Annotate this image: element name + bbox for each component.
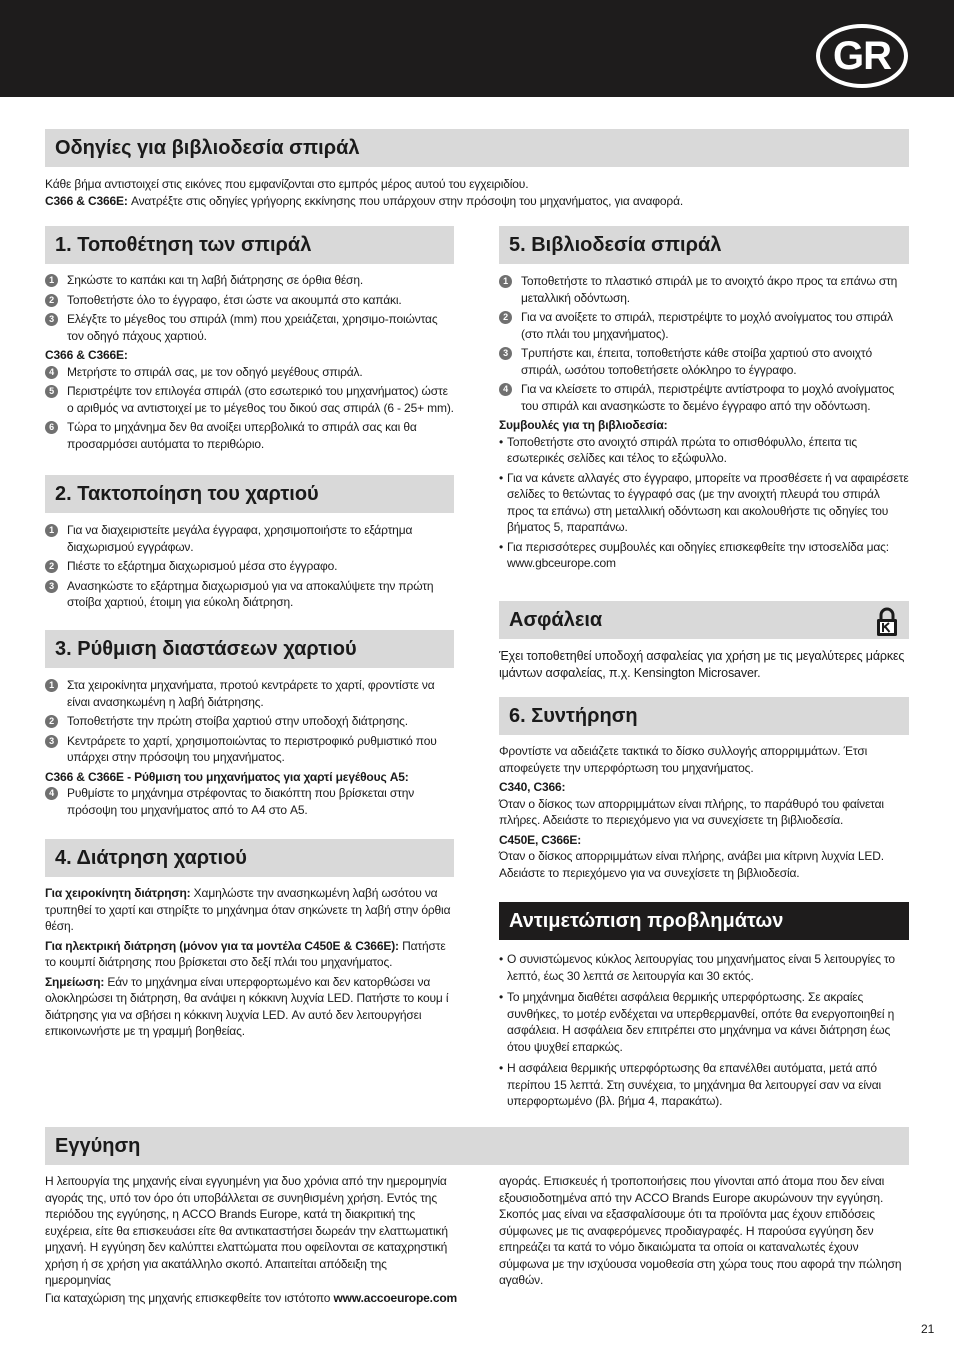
safety-heading [499,601,909,639]
s5-tip: • Για να κάνετε αλλαγές στο έγγραφο, μπορείτε να προσθέσετε ή να αφαιρέσετε σελίδες το θετώντας το έγγραφό σας (με την ανοιχτή πλευρά του σπιράλ προς τα επάνω) στη μεταλλική οδόντωση και ακολουθήστε τις οδηγίες του βήματος 5, παραπάνω. [499,470,909,536]
step-number-icon: 1 [45,524,58,537]
s5-step-4 [499,381,909,414]
warranty-title: Εγγύηση [55,1135,141,1157]
section-1-title: 1. Τοποθέτηση των σπιράλ [55,234,312,256]
intro [45,176,909,209]
step-number-icon: 4 [499,383,512,396]
step-text: Κεντράρετε το χαρτί, χρησιμοποιώντας το περιστροφικό ρυθμιστικό που υπάρχει στην πρόσοψη του μηχανήματος. [67,733,437,764]
s4-manual-label: Για χειροκίνητη διάτρηση: [45,886,191,900]
s1-subheading: C366 & C366E: [45,348,128,362]
safety-body [499,648,909,681]
step-number-icon: 5 [45,385,58,398]
s3-step-3 [45,733,454,766]
s1-step-4 [45,364,454,381]
header-bar [0,0,954,97]
s5-tip: • Τοποθετήστε στο ανοιχτό σπιράλ πρώτα το οπισθόφυλλο, έπειτα τις εσωτερικές σελίδες και τέλος το εξώφυλλο. [499,434,909,467]
step-number-icon: 3 [45,313,58,326]
section-6-heading [499,697,909,735]
s4-electric-label: Για ηλεκτρική διάτρηση (μόνον για τα μοντέλα C450E & C366E): [45,938,399,953]
section-4-title: 4. Διάτρηση χαρτιού [55,847,247,869]
s5-step-3 [499,345,909,378]
step-number-icon: 1 [499,275,512,288]
section-5-heading [499,226,909,264]
trouble-item: • Η ασφάλεια θερμικής υπερφόρτωσης θα επανέλθει αυτόματα, μετά από περίπου 15 λεπτά. Στη συνέχεια, το μηχάνημα θα λειτουργεί σαν να είναι υπερφορτωμένο (βλ. βήμα 4, παρακάτω). [499,1060,909,1110]
s3-subheading: C366 & C366E - Ρύθμιση του μηχανήματος για χαρτί μεγέθους A5: [45,769,409,784]
troubleshooting-heading [499,902,909,940]
s4-note [45,974,454,1040]
step-text: Για να κλείσετε το σπιράλ, περιστρέψτε αντίστροφα το μοχλό ανοίγματος του σπιράλ και ανασηκώστε το δεμένο έγγραφο από την οδόντωση. [521,382,895,413]
step-number-icon: 2 [45,560,58,573]
s2-step-1 [45,522,454,555]
s5-subheading: Συμβουλές για τη βιβλιοδεσία: [499,418,668,432]
intro-models: C366 & C366E: [45,193,128,208]
section-6-body [499,743,909,881]
section-6-title: 6. Συντήρηση [509,705,638,727]
trouble-item: • Το μηχάνημα διαθέτει ασφάλεια θερμικής υπερφόρτωσης. Σε ακραίες συνθήκες, το μοτέρ ενδέχεται να υπερθερμανθεί, οπότε θα ενεργοποιηθεί η ασφάλεια. Η ασφάλεια δεν επιτρέπει στο μηχάνημα να κάνει διάτρηση έως ότου ψυχθεί επαρκώς. [499,989,909,1055]
section-2-title: 2. Τακτοποίηση του χαρτιού [55,483,319,505]
step-text: Σηκώστε το καπάκι και τη λαβή διάτρησης σε όρθια θέση. [67,273,364,287]
step-number-icon: 3 [45,735,58,748]
s1-step-6 [45,419,454,452]
section-1-heading [45,226,454,264]
registration-link[interactable]: www.accoeurope.com [333,1291,458,1305]
s4-note-text: Εάν το μηχάνημα είναι υπερφορτωμένο και δεν κατορθώσει να ολοκληρώσει τη διάτρηση, θα ανάψει η κόκκινη λυχνία LED. Πατήστε το κουμ ί διάτρησης για να σβήσει η κόκκινη λυχνία LED. Αν αυτό δεν λειτουργήσει επικοινωνήστε με τη γραμμή βοηθείας. [45,974,449,1038]
s4-manual [45,885,454,935]
warranty-text-right: αγοράς. Επισκευές ή τροποποιήσεις που γίνονται από άτομα που δεν είναι εξουσιοδοτημένα από την ACCO Brands Europe ακυρώνουν την εγγύηση. Σκοπός μας είναι να εξασφαλίσουμε ότι τα προϊόντα μας έχουν επιδόσεις σύμφωνες με τις αναφερόμενες προδιαγραφές. Η παρούσα εγγύηση δεν επηρεάζει τα κατά το νόμο δικαιώματα τα οποία οι καταναλωτές έχουν σύμφωνα με την ισχύουσα νομοθεσία στη χώρα τους που αφορά την πώληση αγαθών. [499,1174,902,1287]
section-5-body [499,273,909,575]
step-number-icon: 1 [45,274,58,287]
s3-step-4 [45,785,454,818]
s1-step-3 [45,311,454,344]
section-4-body [45,885,454,1040]
section-2-heading [45,475,454,513]
step-number-icon: 2 [45,715,58,728]
step-text: Ανασηκώστε το εξάρτημα διαχωρισμού για να αποκαλύψετε την πρώτη στοίβα χαρτιού, έτοιμη για εύκολη διάτρηση. [67,578,434,609]
s2-step-2 [45,558,454,575]
s6-sub1: C340, C366: [499,780,566,794]
s4-note-label: Σημείωση: [45,974,105,989]
intro-line1: Κάθε βήμα αντιστοιχεί στις εικόνες που εμφανίζονται στο εμπρός μέρος αυτού του εγχειριδίου. [45,177,529,191]
language-badge: GR [816,24,908,88]
s3-step-1 [45,677,454,710]
step-text: Στα χειροκίνητα μηχανήματα, προτού κεντράρετε το χαρτί, φροντίστε να είναι ανασηκωμένη η λαβή διάτρησης. [67,678,435,709]
section-1-body [45,272,454,455]
page-number: 21 [921,1322,935,1336]
warranty-text-left: Η λειτουργία της μηχανής είναι εγγυημένη για δυο χρόνια από την ημερομηνία αγοράς της, υπό τον όρο ότι υποβάλλεται σε συνηθισμένη χρήση. Εντός της περιόδου της εγγύησης, η ACCO Brands Europe, κατά τη διακριτική της ευχέρεια, είτε θα επισκευάσει είτε θα αντικαταστήσει δωρεάν την ελαττωματική μηχανή. Η εγγύηση δεν καλύπτει ελαττώματα που οφείλονται σε καταχρηστική χρήση ή σε χρήση για ακατάλληλο σκοπό. Απαιτείται απόδειξη της ημερομηνίας [45,1174,448,1287]
warranty-left [45,1173,454,1289]
step-text: Τοποθετήστε το πλαστικό σπιράλ με το ανοιχτό άκρο προς τα επάνω στη μεταλλική οδόντωση. [521,274,898,305]
step-text: Τοποθετήστε την πρώτη στοίβα χαρτιού στην υποδοχή διάτρησης. [67,714,408,728]
step-number-icon: 1 [45,679,58,692]
s5-step-1 [499,273,909,306]
step-text: Ρυθμίστε το μηχάνημα στρέφοντας το διακόπτη που βρίσκεται στην πρόσοψη του μηχανήματος από το A4 στο A5. [67,786,415,817]
safety-text: Έχει τοποθετηθεί υποδοχή ασφαλείας για χρήση με τις μεγαλύτερες μάρκες ιμάντων ασφαλείας, π.χ. Kensington Microsaver. [499,649,905,680]
kensington-lock-icon [876,607,898,637]
step-text: Τοποθετήστε όλο το έγγραφο, έτσι ώστε να ακουμπά στο καπάκι. [67,292,402,307]
step-number-icon: 2 [45,294,58,307]
step-text: Ελέγξτε το μέγεθος του σπιράλ (mm) που χρειάζεται, χρησιμο-ποιώντας τον οδηγό πάχους χαρτιού. [67,312,438,343]
troubleshooting-title: Αντιμετώπιση προβλημάτων [509,910,784,932]
step-number-icon: 6 [45,421,58,434]
step-number-icon: 3 [499,347,512,360]
registration-text: Για καταχώριση της μηχανής επισκεφθείτε τον ιστότοπο [45,1291,334,1305]
s1-step-1 [45,272,454,289]
step-text: Μετρήστε το σπιράλ σας, με τον οδηγό μεγέθους σπιράλ. [67,364,363,379]
s1-step-2 [45,292,454,309]
s2-step-3 [45,578,454,611]
troubleshooting-body [499,951,909,1113]
safety-title: Ασφάλεια [509,609,603,631]
step-text: Για να ανοίξετε το σπιράλ, περιστρέψτε το μοχλό ανοίγματος του σπιράλ (στο πλάι του μηχανήματος). [521,310,893,341]
s3-step-2 [45,713,454,730]
warranty-heading [45,1127,909,1165]
step-text: Τώρα το μηχάνημα δεν θα ανοίξει υπερβολικά το σπιράλ σας και θα προσαρμόσει αυτόματα το περιθώριο. [67,420,417,451]
section-2-body [45,522,454,614]
page-title-text: Οδηγίες για βιβλιοδεσία σπιράλ [55,137,360,159]
s5-tip: • Για περισσότερες συμβουλές και οδηγίες επισκεφθείτε την ιστοσελίδα μας: www.gbceurope.com [499,539,909,572]
warranty-registration [45,1290,465,1307]
section-3-title: 3. Ρύθμιση διαστάσεων χαρτιού [55,638,357,660]
step-text: Για να διαχειριστείτε μεγάλα έγγραφα, χρησιμοποιήστε το εξάρτημα διαχωρισμού εγγράφων. [67,523,413,554]
step-number-icon: 3 [45,580,58,593]
intro-ref: Ανατρέξτε στις οδηγίες γρήγορης εκκίνησης που υπάρχουν στην πρόσοψη του μηχανήματος, για αναφορά. [127,193,684,208]
page-title [45,129,909,167]
section-4-heading [45,839,454,877]
s1-step-5 [45,383,454,416]
step-number-icon: 2 [499,311,512,324]
intro-line2 [45,193,909,210]
step-number-icon: 4 [45,787,58,800]
section-5-title: 5. Βιβλιοδεσία σπιράλ [509,234,722,256]
warranty-right [499,1173,909,1289]
s6-intro: Φροντίστε να αδειάζετε τακτικά το δίσκο συλλογής απορριμμάτων. Έτσι αποφεύγετε την υπερφόρτωση του μηχανήματος. [499,744,868,775]
s4-manual-text: Χαμηλώστε την ανασηκωμένη λαβή ωσότου να τρυπηθεί το χαρτί και στηρίξτε το μηχάνημα όταν σηκώνετε τη λαβή στην όρθια θέση. [45,886,451,933]
step-text: Πιέστε το εξάρτημα διαχωρισμού μέσα στο έγγραφο. [67,559,338,573]
s6-sub2: C450E, C366E: [499,832,582,847]
s5-step-2 [499,309,909,342]
step-number-icon: 4 [45,366,58,379]
s6-text1: Όταν ο δίσκος των απορριμμάτων είναι πλήρης, το παράθυρό του φαίνεται πλήρες. Αδειάστε το περιεχόμενο για να συνεχίσετε τη βιβλιοδεσία. [499,796,884,827]
section-3-heading [45,630,454,668]
step-text: Τρυπήστε και, έπειτα, τοποθετήστε κάθε στοίβα χαρτιού στο ανοιχτό σπιράλ, ωσότου τοποθετήσετε ολόκληρο το έγγραφο. [521,346,872,377]
s4-electric [45,938,454,971]
s4-electric-text: Πατήστε το κουμπί διάτρησης που βρίσκεται στο δεξί πλάι του μηχανήματος. [45,938,446,969]
trouble-item: • Ο συνιστώμενος κύκλος λειτουργίας του μηχανήματος είναι 5 λειτουργίες το λεπτό, έως 30 λεπτά σε λειτουργία και 30 εκτός. [499,951,909,984]
s6-text2: Όταν ο δίσκος απορριμμάτων είναι πλήρης, ανάβει μια κίτρινη λυχνία LED. Αδειάστε το περιεχόμενο για να συνεχίσετε τη βιβλιοδεσία. [499,849,884,880]
section-3-body [45,677,454,821]
step-text: Περιστρέψτε τον επιλογέα σπιράλ (στο εσωτερικό του μηχανήματος) ώστε ο αριθμός να αντιστοιχεί με το μέγεθος του δικού σας σπιράλ (6 - 25+ mm). [67,384,454,415]
